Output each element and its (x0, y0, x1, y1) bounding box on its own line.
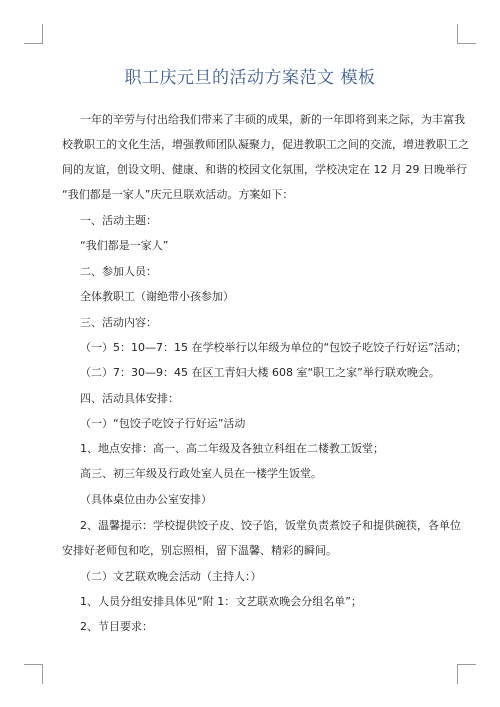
paragraph-line-1: 一年的辛劳与付出给我们带来了丰硕的成果，新的一年即将到来之际，为丰富我 (80, 113, 465, 126)
location-line-2: 高三、初三年级及行政处室人员在一楼学生饭堂。 (80, 467, 322, 480)
arrangement-sub-1: （一）“包饺子吃饺子行好运”活动 (80, 417, 246, 430)
crop-mark-bottom-right-v (457, 664, 458, 684)
grouping-line: 1、人员分组安排具体见“附 1：文艺联欢晚会分组名单”； (80, 595, 362, 608)
crop-mark-top-left-v (42, 24, 43, 44)
crop-mark-bottom-left-h (24, 664, 43, 665)
participants-text: 全体教职工（谢绝带小孩参加） (80, 290, 234, 303)
section-heading-arrangement: 四、活动具体安排： (80, 392, 179, 405)
content-item-2: （二）7：30—9：45 在区工青妇大楼 608 室“职工之家”举行联欢晚会。 (80, 366, 440, 379)
paragraph-line-4: “我们都是一家人”庆元旦联欢活动。方案如下： (62, 188, 294, 201)
crop-mark-bottom-right-h (457, 664, 476, 665)
tips-line-2: 安排好老师包和吃，别忘照相，留下温馨、精彩的瞬间。 (62, 544, 337, 557)
paragraph-line-3: 间的友谊，创设文明、健康、和谐的校园文化氛围，学校决定在 12 月 29 日晚举行 (62, 163, 467, 176)
crop-mark-bottom-left-v (42, 664, 43, 684)
arrangement-sub-2: （二）文艺联欢晚会活动（主持人：） (80, 570, 262, 583)
tips-line-1: 2、温馨提示：学校提供饺子皮、饺子馅，饭堂负责煮饺子和提供碗筷，各单位 (80, 519, 461, 532)
crop-mark-top-right-h (457, 43, 476, 44)
section-heading-participants: 二、参加人员： (80, 265, 157, 278)
section-heading-theme: 一、活动主题： (80, 214, 157, 227)
section-heading-content: 三、活动内容： (80, 316, 157, 329)
theme-text: “我们都是一家人” (80, 239, 169, 252)
document-title: 职工庆元旦的活动方案范文 模板 (124, 68, 376, 88)
content-item-1: （一）5：10—7：15 在学校举行以年级为单位的“包饺子吃饺子行好运”活动； (80, 341, 467, 354)
paragraph-line-2: 校教职工的文化生活，增强教师团队凝聚力，促进教职工之间的交流，增进教职工之 (62, 138, 469, 151)
crop-mark-top-left-h (24, 43, 43, 44)
crop-mark-top-right-v (457, 24, 458, 44)
location-line-1: 1、地点安排：高一、高二年级及各独立科组在二楼教工饭堂； (80, 442, 384, 455)
program-requirements: 2、节目要求： (80, 620, 153, 633)
seating-note: （具体桌位由办公室安排） (80, 493, 212, 506)
